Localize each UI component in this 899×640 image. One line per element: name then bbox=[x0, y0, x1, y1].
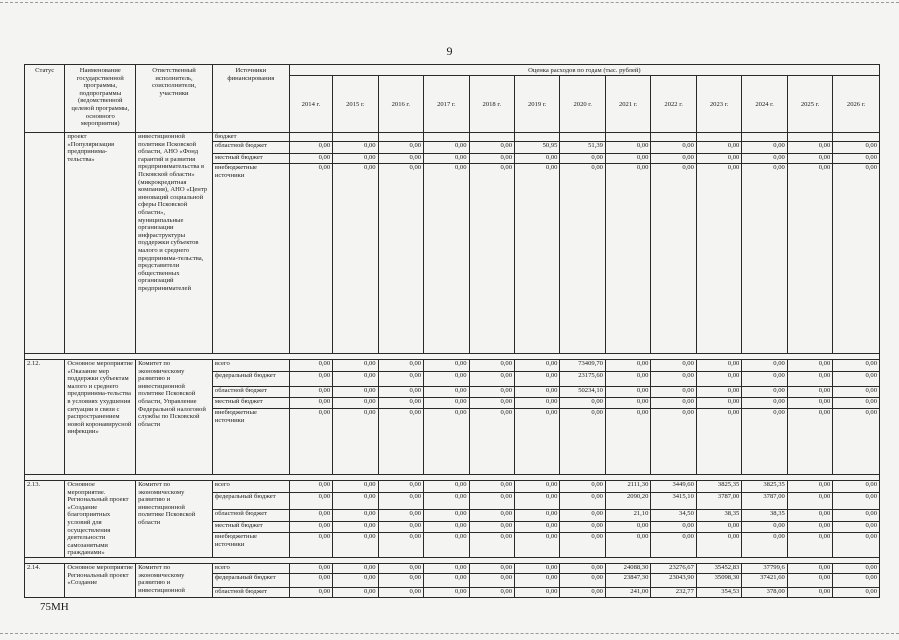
value-cell: 37799,6 bbox=[742, 563, 787, 573]
value-cell: 0,00 bbox=[424, 532, 469, 557]
value-cell: 0,00 bbox=[424, 573, 469, 587]
value-cell: 0,00 bbox=[651, 372, 696, 387]
value-cell: 0,00 bbox=[787, 563, 832, 573]
header-status: Статус bbox=[25, 65, 65, 133]
value-cell: 0,00 bbox=[515, 164, 560, 354]
value-cell: 0,00 bbox=[424, 360, 469, 372]
value-cell: 0,00 bbox=[560, 398, 605, 409]
value-cell: 0,00 bbox=[289, 372, 332, 387]
value-cell: 0,00 bbox=[696, 387, 741, 398]
value-cell: 0,00 bbox=[378, 521, 423, 532]
value-cell: 3825,35 bbox=[742, 481, 787, 493]
value-cell bbox=[605, 133, 650, 142]
value-cell: 23847,30 bbox=[605, 573, 650, 587]
value-cell: 0,00 bbox=[787, 532, 832, 557]
value-cell: 0,00 bbox=[469, 532, 514, 557]
value-cell: 0,00 bbox=[378, 387, 423, 398]
source-cell: внебюджетные источники bbox=[212, 532, 289, 557]
value-cell: 23043,90 bbox=[651, 573, 696, 587]
value-cell: 0,00 bbox=[742, 532, 787, 557]
value-cell: 0,00 bbox=[469, 481, 514, 493]
value-cell bbox=[787, 133, 832, 142]
value-cell: 0,00 bbox=[605, 398, 650, 409]
value-cell: 0,00 bbox=[560, 521, 605, 532]
table-row bbox=[25, 360, 880, 372]
value-cell: 0,00 bbox=[742, 372, 787, 387]
value-cell: 0,00 bbox=[333, 142, 378, 154]
source-cell: федеральный бюджет bbox=[212, 493, 289, 510]
value-cell: 0,00 bbox=[605, 142, 650, 154]
value-cell: 0,00 bbox=[787, 142, 832, 154]
value-cell: 0,00 bbox=[605, 387, 650, 398]
value-cell: 24088,30 bbox=[605, 563, 650, 573]
value-cell: 0,00 bbox=[560, 563, 605, 573]
value-cell: 0,00 bbox=[289, 493, 332, 510]
value-cell: 0,00 bbox=[424, 481, 469, 493]
name-cell: Основное мероприятие Региональный проект «Создание bbox=[65, 563, 136, 597]
value-cell: 0,00 bbox=[787, 510, 832, 521]
value-cell: 0,00 bbox=[833, 142, 880, 154]
value-cell: 0,00 bbox=[289, 521, 332, 532]
value-cell: 0,00 bbox=[696, 360, 741, 372]
value-cell: 0,00 bbox=[742, 142, 787, 154]
value-cell: 0,00 bbox=[424, 398, 469, 409]
value-cell: 73409,70 bbox=[560, 360, 605, 372]
value-cell: 0,00 bbox=[696, 164, 741, 354]
value-cell: 3415,10 bbox=[651, 493, 696, 510]
value-cell: 0,00 bbox=[424, 409, 469, 475]
value-cell: 0,00 bbox=[469, 510, 514, 521]
value-cell: 0,00 bbox=[424, 164, 469, 354]
value-cell: 2090,20 bbox=[605, 493, 650, 510]
value-cell: 0,00 bbox=[515, 493, 560, 510]
value-cell: 0,00 bbox=[742, 360, 787, 372]
value-cell: 0,00 bbox=[289, 481, 332, 493]
value-cell bbox=[333, 133, 378, 142]
value-cell: 0,00 bbox=[289, 532, 332, 557]
value-cell: 0,00 bbox=[378, 573, 423, 587]
value-cell: 0,00 bbox=[833, 372, 880, 387]
value-cell: 0,00 bbox=[333, 164, 378, 354]
header-sources: Источники финансирования bbox=[212, 65, 289, 133]
value-cell: 0,00 bbox=[469, 493, 514, 510]
value-cell: 0,00 bbox=[424, 142, 469, 154]
value-cell: 0,00 bbox=[787, 398, 832, 409]
value-cell: 0,00 bbox=[833, 409, 880, 475]
value-cell: 0,00 bbox=[333, 481, 378, 493]
responsible-cell: Комитет по экономическому развитию и инвестиционной bbox=[136, 563, 213, 597]
scan-edge-top bbox=[0, 2, 899, 4]
value-cell: 0,00 bbox=[833, 510, 880, 521]
value-cell: 0,00 bbox=[424, 510, 469, 521]
value-cell: 34,50 bbox=[651, 510, 696, 521]
value-cell: 3787,00 bbox=[742, 493, 787, 510]
value-cell: 0,00 bbox=[833, 164, 880, 354]
value-cell: 0,00 bbox=[833, 563, 880, 573]
value-cell: 0,00 bbox=[833, 532, 880, 557]
value-cell: 0,00 bbox=[605, 409, 650, 475]
value-cell bbox=[560, 133, 605, 142]
value-cell: 0,00 bbox=[515, 573, 560, 587]
value-cell: 0,00 bbox=[605, 532, 650, 557]
table-row bbox=[25, 481, 880, 493]
value-cell: 0,00 bbox=[378, 409, 423, 475]
footer-code: 75МН bbox=[40, 601, 69, 613]
value-cell: 0,00 bbox=[289, 154, 332, 164]
value-cell: 0,00 bbox=[742, 409, 787, 475]
value-cell: 0,00 bbox=[560, 493, 605, 510]
header-expenses: Оценка расходов по годам (тыс. рублей) bbox=[289, 65, 879, 76]
value-cell: 354,53 bbox=[696, 587, 741, 597]
source-cell: областной бюджет bbox=[212, 142, 289, 154]
value-cell: 0,00 bbox=[833, 493, 880, 510]
value-cell: 0,00 bbox=[696, 372, 741, 387]
header-year: 2017 г. bbox=[424, 76, 469, 133]
value-cell bbox=[742, 133, 787, 142]
value-cell: 0,00 bbox=[651, 142, 696, 154]
value-cell: 0,00 bbox=[378, 563, 423, 573]
value-cell: 0,00 bbox=[605, 372, 650, 387]
value-cell: 0,00 bbox=[560, 573, 605, 587]
value-cell bbox=[469, 133, 514, 142]
value-cell: 0,00 bbox=[424, 521, 469, 532]
value-cell: 0,00 bbox=[651, 532, 696, 557]
value-cell: 0,00 bbox=[469, 587, 514, 597]
header-responsible: Ответственный исполнитель, соисполнители, участники bbox=[136, 65, 213, 133]
value-cell: 0,00 bbox=[515, 563, 560, 573]
value-cell: 0,00 bbox=[696, 532, 741, 557]
value-cell: 35452,83 bbox=[696, 563, 741, 573]
value-cell: 0,00 bbox=[333, 398, 378, 409]
value-cell: 0,00 bbox=[651, 387, 696, 398]
source-cell: федеральный бюджет bbox=[212, 573, 289, 587]
value-cell bbox=[424, 133, 469, 142]
value-cell: 0,00 bbox=[469, 142, 514, 154]
value-cell: 3449,60 bbox=[651, 481, 696, 493]
value-cell: 0,00 bbox=[378, 587, 423, 597]
value-cell: 0,00 bbox=[560, 409, 605, 475]
value-cell: 0,00 bbox=[515, 481, 560, 493]
value-cell: 0,00 bbox=[333, 510, 378, 521]
value-cell: 0,00 bbox=[289, 360, 332, 372]
value-cell: 0,00 bbox=[333, 409, 378, 475]
value-cell: 0,00 bbox=[696, 521, 741, 532]
status-cell bbox=[25, 133, 65, 354]
value-cell: 0,00 bbox=[333, 521, 378, 532]
source-cell: бюджет bbox=[212, 133, 289, 142]
source-cell: всего bbox=[212, 481, 289, 493]
value-cell: 50,95 bbox=[515, 142, 560, 154]
value-cell: 0,00 bbox=[289, 398, 332, 409]
value-cell: 0,00 bbox=[515, 398, 560, 409]
value-cell: 21,10 bbox=[605, 510, 650, 521]
source-cell: местный бюджет bbox=[212, 521, 289, 532]
value-cell: 0,00 bbox=[787, 164, 832, 354]
value-cell: 3825,35 bbox=[696, 481, 741, 493]
value-cell: 0,00 bbox=[289, 573, 332, 587]
value-cell bbox=[696, 133, 741, 142]
value-cell: 0,00 bbox=[424, 154, 469, 164]
value-cell: 0,00 bbox=[469, 398, 514, 409]
name-cell: Основное мероприятие. Региональный проект «Создание благоприятных условий для осуществления деятельности самозанятыми гражданами» bbox=[65, 481, 136, 558]
value-cell: 50234,10 bbox=[560, 387, 605, 398]
value-cell: 0,00 bbox=[833, 387, 880, 398]
value-cell: 51,39 bbox=[560, 142, 605, 154]
value-cell: 0,00 bbox=[378, 372, 423, 387]
header-year: 2015 г. bbox=[333, 76, 378, 133]
value-cell: 0,00 bbox=[742, 164, 787, 354]
value-cell: 0,00 bbox=[289, 387, 332, 398]
value-cell: 0,00 bbox=[742, 398, 787, 409]
value-cell bbox=[651, 133, 696, 142]
name-cell: проект «Популяризация предпринима-тельства» bbox=[65, 133, 136, 354]
value-cell: 0,00 bbox=[289, 510, 332, 521]
value-cell: 0,00 bbox=[515, 372, 560, 387]
value-cell: 0,00 bbox=[469, 387, 514, 398]
value-cell: 0,00 bbox=[787, 372, 832, 387]
header-name: Наименование государственной программы, подпрограммы (ведомственной целевой программы, основного мероприятия) bbox=[65, 65, 136, 133]
value-cell: 378,00 bbox=[742, 587, 787, 597]
value-cell: 0,00 bbox=[469, 521, 514, 532]
value-cell: 38,35 bbox=[696, 510, 741, 521]
value-cell: 0,00 bbox=[742, 154, 787, 164]
value-cell: 0,00 bbox=[787, 493, 832, 510]
value-cell: 0,00 bbox=[560, 154, 605, 164]
value-cell: 0,00 bbox=[696, 398, 741, 409]
header-year: 2021 г. bbox=[605, 76, 650, 133]
value-cell: 0,00 bbox=[469, 164, 514, 354]
value-cell: 23175,60 bbox=[560, 372, 605, 387]
value-cell: 0,00 bbox=[424, 493, 469, 510]
value-cell: 0,00 bbox=[560, 164, 605, 354]
value-cell: 0,00 bbox=[833, 573, 880, 587]
source-cell: местный бюджет bbox=[212, 398, 289, 409]
scan-edge-bottom bbox=[0, 633, 899, 635]
value-cell: 0,00 bbox=[787, 481, 832, 493]
header-year: 2019 г. bbox=[515, 76, 560, 133]
value-cell: 0,00 bbox=[333, 587, 378, 597]
value-cell: 0,00 bbox=[787, 154, 832, 164]
value-cell: 0,00 bbox=[378, 154, 423, 164]
value-cell: 0,00 bbox=[333, 573, 378, 587]
value-cell: 0,00 bbox=[515, 154, 560, 164]
responsible-cell: Комитет по экономическому развитию и инвестиционной политике Псковской области, Управление Федеральной налоговой службы по Псковской области bbox=[136, 360, 213, 475]
value-cell: 3787,00 bbox=[696, 493, 741, 510]
value-cell: 0,00 bbox=[424, 372, 469, 387]
value-cell: 0,00 bbox=[515, 521, 560, 532]
value-cell: 0,00 bbox=[469, 360, 514, 372]
value-cell: 0,00 bbox=[787, 521, 832, 532]
value-cell: 0,00 bbox=[378, 398, 423, 409]
value-cell: 0,00 bbox=[833, 360, 880, 372]
value-cell: 35098,30 bbox=[696, 573, 741, 587]
source-cell: внебюджетные источники bbox=[212, 409, 289, 475]
source-cell: местный бюджет bbox=[212, 154, 289, 164]
header-year: 2014 г. bbox=[289, 76, 332, 133]
value-cell: 241,00 bbox=[605, 587, 650, 597]
value-cell: 0,00 bbox=[787, 387, 832, 398]
value-cell: 0,00 bbox=[469, 409, 514, 475]
value-cell: 0,00 bbox=[469, 563, 514, 573]
header-year: 2024 г. bbox=[742, 76, 787, 133]
value-cell: 0,00 bbox=[424, 587, 469, 597]
value-cell: 0,00 bbox=[424, 387, 469, 398]
value-cell: 0,00 bbox=[833, 521, 880, 532]
value-cell: 0,00 bbox=[289, 563, 332, 573]
value-cell: 0,00 bbox=[651, 164, 696, 354]
expenses-table bbox=[24, 64, 880, 598]
header-year: 2023 г. bbox=[696, 76, 741, 133]
value-cell: 0,00 bbox=[742, 387, 787, 398]
value-cell: 0,00 bbox=[469, 154, 514, 164]
value-cell: 0,00 bbox=[333, 532, 378, 557]
value-cell: 0,00 bbox=[605, 154, 650, 164]
value-cell: 0,00 bbox=[787, 587, 832, 597]
value-cell: 0,00 bbox=[333, 372, 378, 387]
value-cell: 0,00 bbox=[651, 360, 696, 372]
value-cell: 0,00 bbox=[333, 563, 378, 573]
value-cell: 0,00 bbox=[333, 493, 378, 510]
value-cell: 232,77 bbox=[651, 587, 696, 597]
value-cell: 0,00 bbox=[605, 164, 650, 354]
source-cell: областной бюджет bbox=[212, 510, 289, 521]
value-cell: 0,00 bbox=[378, 142, 423, 154]
value-cell: 0,00 bbox=[378, 493, 423, 510]
responsible-cell: Комитет по экономическому развитию и инвестиционной политике Псковской области bbox=[136, 481, 213, 558]
value-cell: 0,00 bbox=[378, 164, 423, 354]
value-cell: 0,00 bbox=[560, 481, 605, 493]
value-cell: 0,00 bbox=[787, 573, 832, 587]
table-row bbox=[25, 133, 880, 142]
value-cell: 0,00 bbox=[833, 481, 880, 493]
source-cell: внебюджетные источники bbox=[212, 164, 289, 354]
value-cell: 0,00 bbox=[833, 398, 880, 409]
header-year: 2022 г. bbox=[651, 76, 696, 133]
value-cell: 23276,67 bbox=[651, 563, 696, 573]
value-cell bbox=[289, 133, 332, 142]
value-cell: 0,00 bbox=[787, 360, 832, 372]
value-cell: 0,00 bbox=[833, 587, 880, 597]
value-cell bbox=[515, 133, 560, 142]
value-cell: 2111,30 bbox=[605, 481, 650, 493]
value-cell: 0,00 bbox=[333, 360, 378, 372]
header-year: 2025 г. bbox=[787, 76, 832, 133]
value-cell: 0,00 bbox=[289, 409, 332, 475]
source-cell: областной бюджет bbox=[212, 387, 289, 398]
value-cell: 0,00 bbox=[333, 387, 378, 398]
value-cell: 0,00 bbox=[289, 164, 332, 354]
value-cell: 0,00 bbox=[378, 481, 423, 493]
value-cell: 0,00 bbox=[787, 409, 832, 475]
value-cell: 37421,60 bbox=[742, 573, 787, 587]
value-cell: 0,00 bbox=[333, 154, 378, 164]
name-cell: Основное мероприятие «Оказание мер поддержки субъектам малого и среднего предпринима-тельства в условиях ухудшения ситуации в связи с распространением новой коронавирусной инфекции» bbox=[65, 360, 136, 475]
source-cell: всего bbox=[212, 360, 289, 372]
header-year: 2016 г. bbox=[378, 76, 423, 133]
value-cell: 0,00 bbox=[696, 142, 741, 154]
value-cell: 0,00 bbox=[515, 587, 560, 597]
value-cell: 0,00 bbox=[742, 521, 787, 532]
value-cell: 0,00 bbox=[469, 372, 514, 387]
value-cell: 0,00 bbox=[605, 360, 650, 372]
status-cell: 2.14. bbox=[25, 563, 65, 597]
value-cell: 0,00 bbox=[378, 360, 423, 372]
value-cell: 0,00 bbox=[651, 398, 696, 409]
value-cell: 0,00 bbox=[515, 510, 560, 521]
header-year: 2018 г. bbox=[469, 76, 514, 133]
value-cell: 0,00 bbox=[696, 409, 741, 475]
source-cell: областной бюджет bbox=[212, 587, 289, 597]
header-year: 2020 г. bbox=[560, 76, 605, 133]
value-cell: 0,00 bbox=[651, 154, 696, 164]
value-cell: 0,00 bbox=[560, 510, 605, 521]
responsible-cell: инвестиционной политики Псковской области, АНО «Фонд гарантий и развития предпринимательства в Псковской области» (микрокредитная компания), АНО «Центр инноваций социальной сферы Псковской области», муниципальные организации инфраструктуры поддержки субъектов малого и среднего предпринима-тельства, представители общественных организаций предпринимателей bbox=[136, 133, 213, 354]
value-cell: 0,00 bbox=[469, 573, 514, 587]
header-year: 2026 г. bbox=[833, 76, 880, 133]
value-cell: 0,00 bbox=[560, 532, 605, 557]
value-cell: 0,00 bbox=[289, 587, 332, 597]
value-cell bbox=[378, 133, 423, 142]
value-cell: 0,00 bbox=[651, 409, 696, 475]
value-cell: 0,00 bbox=[378, 532, 423, 557]
source-cell: федеральный бюджет bbox=[212, 372, 289, 387]
table-row bbox=[25, 563, 880, 573]
value-cell bbox=[833, 133, 880, 142]
status-cell: 2.13. bbox=[25, 481, 65, 558]
value-cell: 0,00 bbox=[696, 154, 741, 164]
source-cell: всего bbox=[212, 563, 289, 573]
page-number: 9 bbox=[446, 44, 453, 58]
value-cell: 0,00 bbox=[833, 154, 880, 164]
status-cell: 2.12. bbox=[25, 360, 65, 475]
value-cell: 0,00 bbox=[560, 587, 605, 597]
value-cell: 0,00 bbox=[515, 387, 560, 398]
value-cell: 0,00 bbox=[651, 521, 696, 532]
value-cell: 0,00 bbox=[515, 532, 560, 557]
value-cell: 0,00 bbox=[605, 521, 650, 532]
value-cell: 0,00 bbox=[289, 142, 332, 154]
value-cell: 0,00 bbox=[515, 360, 560, 372]
value-cell: 38,35 bbox=[742, 510, 787, 521]
value-cell: 0,00 bbox=[378, 510, 423, 521]
value-cell: 0,00 bbox=[424, 563, 469, 573]
value-cell: 0,00 bbox=[515, 409, 560, 475]
